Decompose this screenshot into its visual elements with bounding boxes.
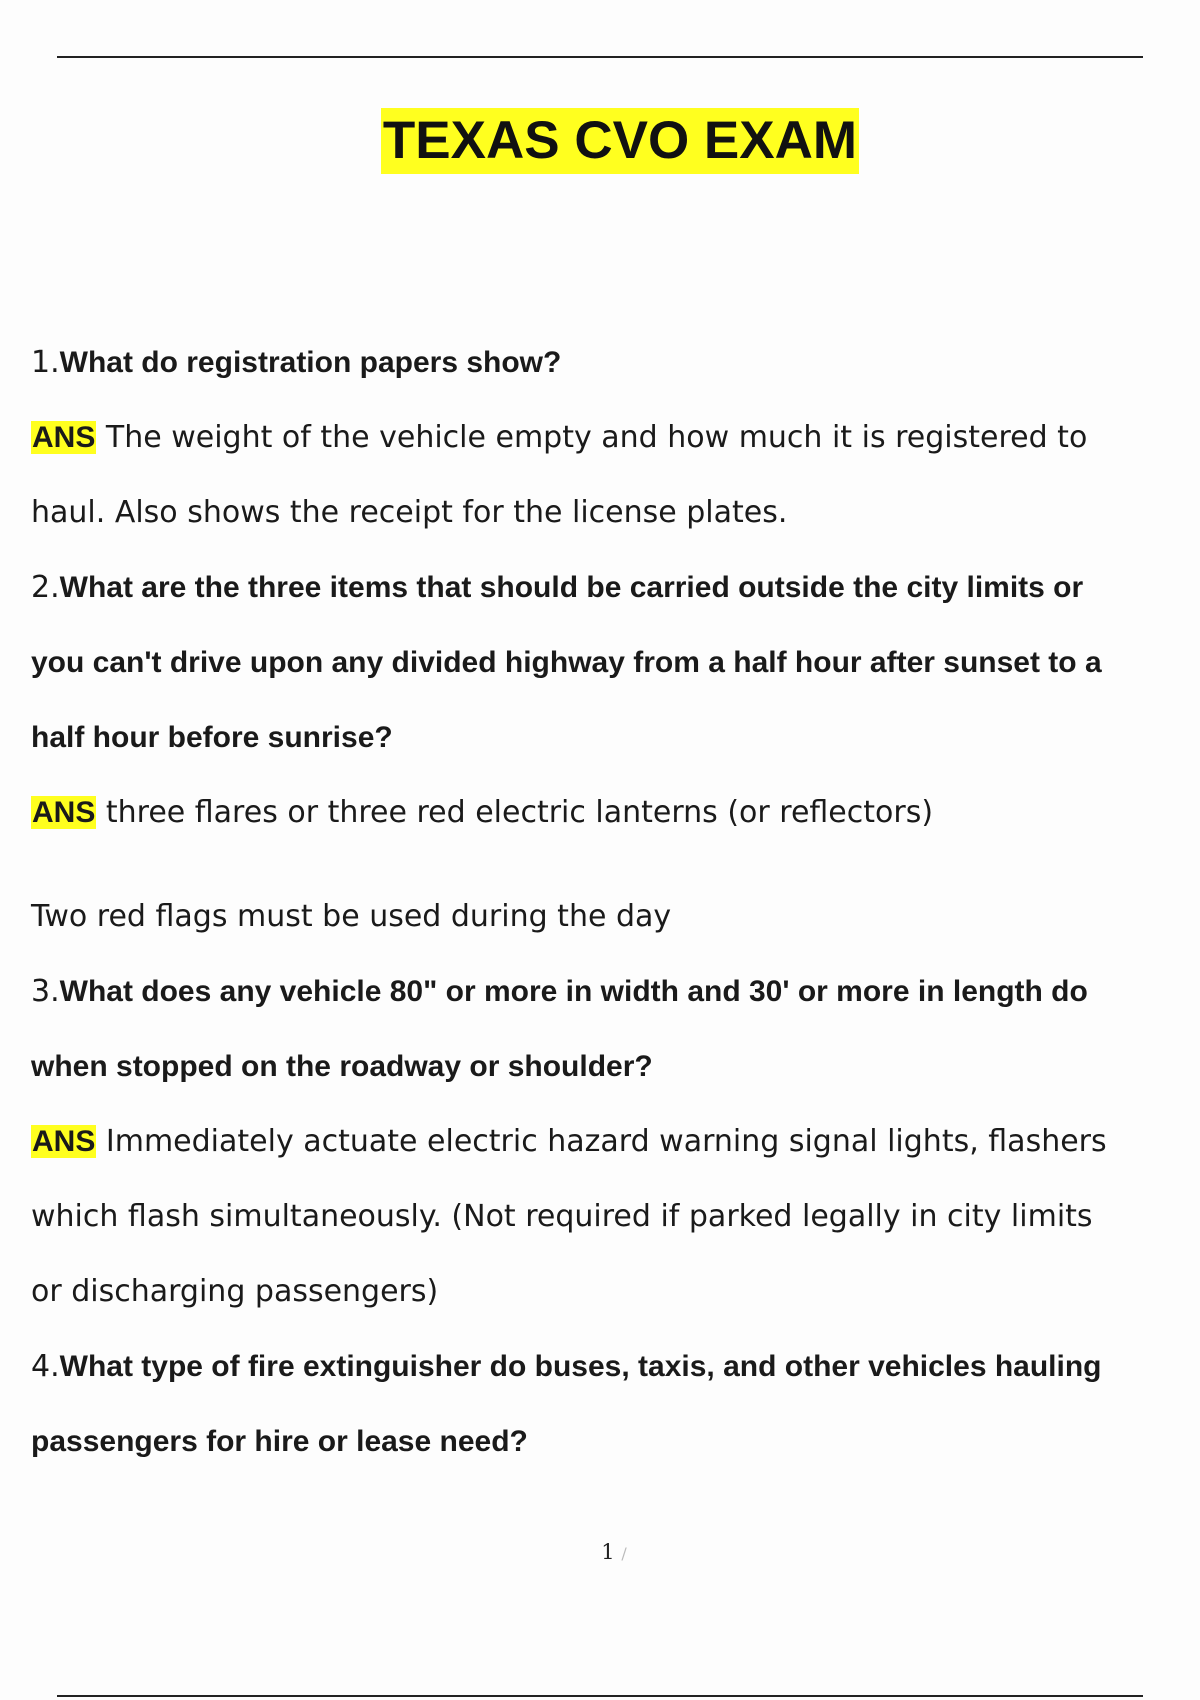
answer-tag: ANS [32,421,96,454]
question-1 [31,325,1191,400]
answer-2 [31,775,1191,850]
answer-text: three flares or three red electric lanterns (or reflectors) [96,795,934,830]
question-2 [31,550,1191,625]
answer-text: Two red flags must be used during the day [31,899,672,934]
title-container [0,108,1200,174]
paragraph-spacer [31,850,1191,882]
answer-2-extra [31,879,1191,954]
question-number: 3. [31,974,60,1009]
top-rule [57,56,1143,58]
question-text: when stopped on the roadway or shoulder? [31,1050,653,1083]
answer-3 [31,1104,1191,1179]
question-text: What are the three items that should be carried outside the city limits or [59,571,1084,604]
question-number: 4. [31,1349,60,1384]
question-text: passengers for hire or lease need? [31,1425,528,1458]
question-3 [31,954,1191,1029]
answer-text: haul. Also shows the receipt for the license plates. [31,495,788,530]
answer-3-continued [31,1179,1191,1254]
question-3-continued [31,1029,1191,1104]
question-text: What does any vehicle 80" or more in width and 30' or more in length do [59,975,1088,1008]
bottom-rule [57,1695,1143,1697]
answer-tag: ANS [32,796,96,829]
qa-content [31,325,1191,1479]
answer-1-continued [31,475,1191,550]
answer-text: or discharging passengers) [31,1274,439,1309]
question-2-continued [31,625,1191,700]
page-number [0,1540,1200,1564]
page-separator: / [621,1544,627,1563]
question-number: 1. [31,345,60,380]
question-4 [31,1329,1191,1404]
question-number: 2. [31,570,60,605]
page-number-value: 1 [601,1540,615,1564]
answer-text: Immediately actuate electric hazard warning signal lights, flashers [96,1124,1107,1159]
document-title: TEXAS CVO EXAM [381,108,859,174]
answer-text: The weight of the vehicle empty and how much it is registered to [96,420,1088,455]
question-2-continued [31,700,1191,775]
question-text: half hour before sunrise? [31,721,393,754]
answer-text: which flash simultaneously. (Not required if parked legally in city limits [31,1199,1093,1234]
answer-1 [31,400,1191,475]
question-text: you can't drive upon any divided highway from a half hour after sunset to a [31,646,1102,679]
question-text: What type of fire extinguisher do buses, taxis, and other vehicles hauling [59,1350,1102,1383]
question-text: What do registration papers show? [59,346,562,379]
answer-tag: ANS [32,1125,96,1158]
answer-3-continued [31,1254,1191,1329]
question-4-continued [31,1404,1191,1479]
